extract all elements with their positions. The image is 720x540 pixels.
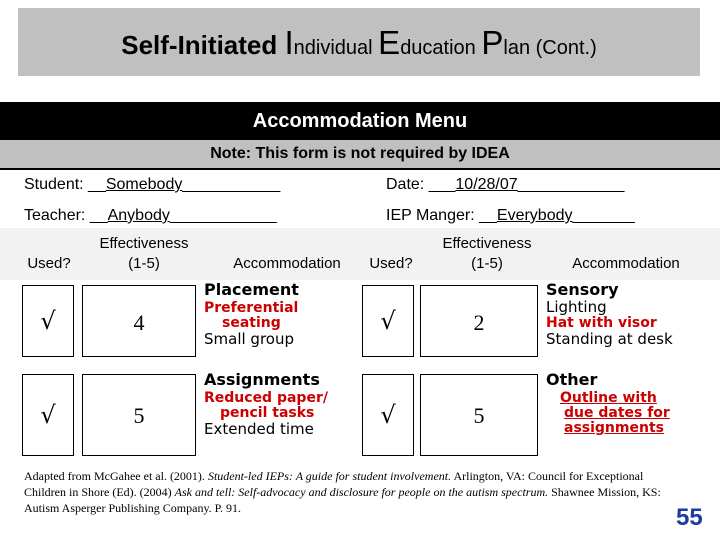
category-label: Sensory xyxy=(546,280,619,299)
accommodation-item: Lighting xyxy=(546,298,607,316)
rating-cell[interactable]: 5 xyxy=(82,374,196,456)
student-label: Student: __ xyxy=(24,176,106,193)
teacher-field xyxy=(24,207,277,225)
date-value: 10/28/07 xyxy=(455,176,518,193)
manager-field xyxy=(386,207,635,225)
accommodation-item: seating xyxy=(222,315,281,331)
used-cell[interactable]: √ xyxy=(362,285,414,357)
student-value: Somebody xyxy=(105,176,183,193)
accommodation-item: assignments xyxy=(564,420,664,436)
accommodation-item: Extended time xyxy=(204,420,314,438)
header-used-right: Used? xyxy=(369,255,413,272)
citation-text: Adapted from McGahee et al. (2001). xyxy=(24,469,208,483)
accommodation-sensory xyxy=(546,280,718,348)
citation-footnote xyxy=(24,468,684,516)
used-cell[interactable]: √ xyxy=(22,285,74,357)
date-blank: ____________ xyxy=(517,176,625,193)
header-effectiveness-right xyxy=(428,234,546,274)
citation-text: Arlington, VA: Council for Exceptional Children in Shore (Ed). (2004) xyxy=(24,469,644,499)
header-scale-label: (1-5) xyxy=(471,255,503,272)
title-plan: lan (Cont.) xyxy=(503,37,597,59)
category-label: Assignments xyxy=(204,370,320,389)
title-education: ducation xyxy=(400,37,482,59)
teacher-blank: ____________ xyxy=(169,207,277,224)
manager-value: Everybody xyxy=(496,207,573,224)
header-accommodation-right: Accommodation xyxy=(572,255,680,272)
header-used-left: Used? xyxy=(27,255,71,272)
citation-title: Ask and tell: Self-advocacy and disclosure for people on the autism spectrum. xyxy=(174,485,549,499)
header-effectiveness-label: Effectiveness xyxy=(99,235,189,252)
accommodation-item: Standing at desk xyxy=(546,330,673,348)
accommodation-item: due dates for xyxy=(564,405,670,421)
title-cap-e: E xyxy=(378,24,401,61)
title-cap-p: P xyxy=(481,24,504,61)
manager-blank: _______ xyxy=(572,207,635,224)
accommodation-item: Preferential xyxy=(204,300,299,316)
teacher-value: Anybody xyxy=(107,207,170,224)
accommodation-other xyxy=(546,370,718,436)
header-effectiveness-left xyxy=(84,234,204,274)
accommodation-item: Outline with xyxy=(560,390,657,406)
title-individual: ndividual xyxy=(293,37,379,59)
divider xyxy=(0,168,720,170)
teacher-label: Teacher: __ xyxy=(24,207,108,224)
accommodation-item: Reduced paper/ xyxy=(204,390,328,406)
header-effectiveness-label: Effectiveness xyxy=(442,235,532,252)
used-cell[interactable]: √ xyxy=(362,374,414,456)
accommodation-item: pencil tasks xyxy=(220,405,315,421)
manager-label: IEP Manger: __ xyxy=(386,207,497,224)
rating-cell[interactable]: 2 xyxy=(420,285,538,357)
category-label: Placement xyxy=(204,280,299,299)
student-field xyxy=(24,176,280,194)
header-scale-label: (1-5) xyxy=(128,255,160,272)
category-label: Other xyxy=(546,370,598,389)
menu-title: Accommodation Menu xyxy=(0,102,720,140)
student-blank: ___________ xyxy=(182,176,281,193)
citation-title: Student-led IEPs: A guide for student involvement. xyxy=(207,469,452,483)
rating-cell[interactable]: 5 xyxy=(420,374,538,456)
header-accommodation-left: Accommodation xyxy=(233,255,341,272)
accommodation-assignments xyxy=(204,370,360,438)
citation-text: Shawnee Mission, KS: Autism Asperger Publishing Company. P. 91. xyxy=(24,485,661,515)
date-label: Date: ___ xyxy=(386,176,456,193)
accommodation-placement xyxy=(204,280,360,348)
used-cell[interactable]: √ xyxy=(22,374,74,456)
rating-cell[interactable]: 4 xyxy=(82,285,196,357)
date-field xyxy=(386,176,624,194)
title-part-1: Self-Initiated xyxy=(121,30,285,60)
accommodation-item: Hat with visor xyxy=(546,315,657,331)
accommodation-item: Small group xyxy=(204,330,294,348)
note-bar: Note: This form is not required by IDEA xyxy=(0,140,720,168)
title-cap-i: I xyxy=(284,24,294,61)
page-number: 55 xyxy=(676,504,703,531)
slide-title xyxy=(18,24,700,62)
